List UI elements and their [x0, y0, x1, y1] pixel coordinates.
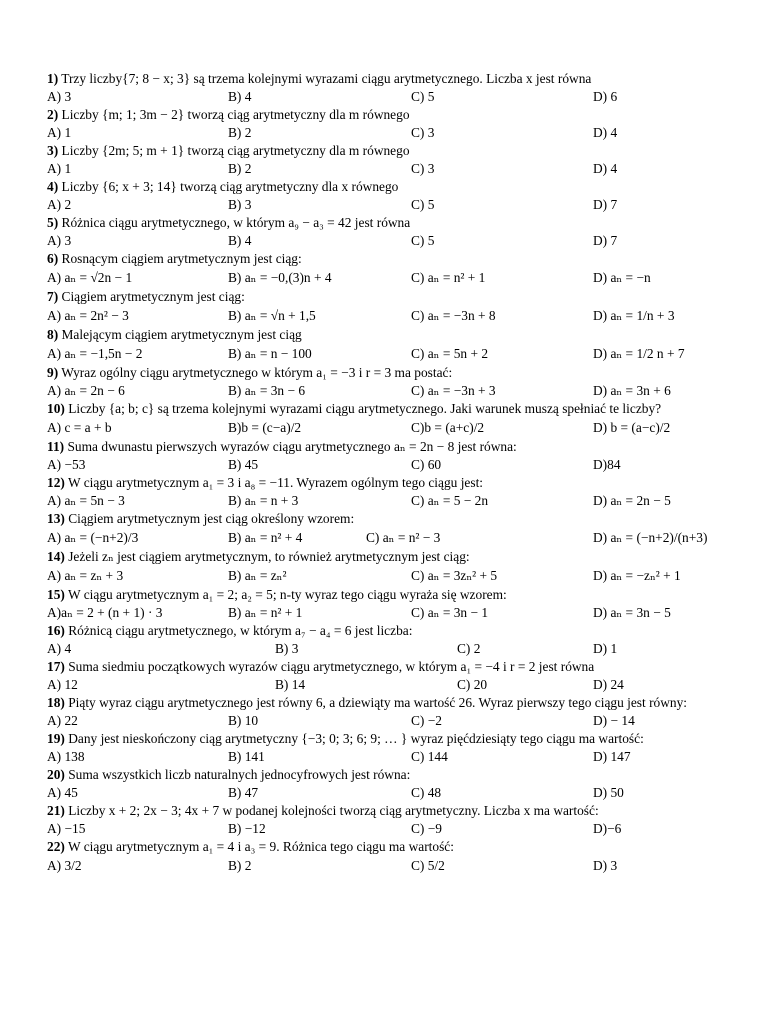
- question-number: 16): [47, 623, 65, 638]
- question-text: W ciągu arytmetycznym a₁ = 4 i a₃ = 9. Różnica tego ciągu ma wartość:: [67, 839, 454, 854]
- answer-option-b: B) aₙ = 3n − 6: [228, 383, 306, 398]
- question-number: 9): [47, 365, 59, 380]
- question-text: Liczby {6; x + 3; 14} tworzą ciąg arytmetyczny dla x równego: [61, 179, 399, 194]
- question-stem: [47, 400, 727, 418]
- answer-option-a: A) 12: [47, 677, 78, 692]
- answer-option-d: D) aₙ = 1/n + 3: [593, 308, 675, 323]
- answer-option-d: D) aₙ = (−n+2)/(n+3): [593, 530, 708, 545]
- question-stem: [47, 548, 727, 566]
- question-number: 1): [47, 71, 59, 86]
- answer-option-d: D) − 14: [593, 713, 635, 728]
- answer-option-a: A)aₙ = 2 + (n + 1) · 3: [47, 605, 163, 620]
- question-2: [47, 106, 727, 142]
- answer-option-a: A) 1: [47, 161, 72, 176]
- answer-option-a: A) aₙ = √2n − 1: [47, 270, 133, 285]
- question-text: Suma wszystkich liczb naturalnych jednocyfrowych jest równa:: [68, 767, 411, 782]
- question-3: [47, 142, 727, 178]
- answer-option-b: B)b = (c−a)/2: [228, 420, 302, 435]
- question-16: [47, 622, 727, 658]
- answer-option-b: B) 4: [228, 233, 252, 248]
- answer-option-b: B) aₙ = −0,(3)n + 4: [228, 270, 332, 285]
- question-text: Trzy liczby{7; 8 − x; 3} są trzema kolejnymi wyrazami ciągu arytmetycznego. Liczba x jest równa: [61, 71, 592, 86]
- question-number: 13): [47, 511, 65, 526]
- answer-option-c: C) aₙ = 5n + 2: [411, 346, 489, 361]
- question-number: 12): [47, 475, 65, 490]
- question-number: 7): [47, 289, 59, 304]
- question-number: 2): [47, 107, 59, 122]
- answer-option-d: D) aₙ = −n: [593, 270, 651, 285]
- question-10: [47, 400, 727, 438]
- answer-options: [47, 566, 727, 586]
- question-text: Dany jest nieskończony ciąg arytmetyczny {−3; 0; 3; 6; 9; … } wyraz pięćdziesiąty tego ciągu ma wartość:: [68, 731, 644, 746]
- answer-option-a: A) −53: [47, 457, 86, 472]
- answer-option-a: A) aₙ = 5n − 3: [47, 493, 125, 508]
- question-text: Rosnącym ciągiem arytmetycznym jest ciąg:: [61, 251, 302, 266]
- question-stem: [47, 70, 727, 88]
- answer-option-c: C) aₙ = −3n + 8: [411, 308, 496, 323]
- answer-options: [47, 382, 727, 400]
- question-number: 18): [47, 695, 65, 710]
- answer-option-b: B) 3: [228, 197, 252, 212]
- question-number: 20): [47, 767, 65, 782]
- answer-option-a: A) aₙ = −1,5n − 2: [47, 346, 143, 361]
- question-stem: [47, 288, 727, 306]
- answer-options: [47, 604, 727, 622]
- answer-option-d: D) 6: [593, 89, 618, 104]
- answer-option-d: D) 1: [593, 641, 618, 656]
- question-stem: [47, 214, 727, 232]
- answer-option-b: B) 10: [228, 713, 259, 728]
- answer-option-d: D) 50: [593, 785, 624, 800]
- answer-option-c: C) 5: [411, 197, 435, 212]
- answer-option-d: D) 4: [593, 161, 618, 176]
- question-stem: [47, 178, 727, 196]
- answer-options: [47, 418, 727, 438]
- question-14: [47, 548, 727, 586]
- question-number: 19): [47, 731, 65, 746]
- question-text: Liczby {m; 1; 3m − 2} tworzą ciąg arytmetyczny dla m równego: [61, 107, 410, 122]
- answer-option-d: D) b = (a−c)/2: [593, 420, 671, 435]
- question-text: Liczby {2m; 5; m + 1} tworzą ciąg arytmetyczny dla m równego: [61, 143, 410, 158]
- answer-option-d: D)−6: [593, 821, 622, 836]
- question-text: Jeżeli zₙ jest ciągiem arytmetycznym, to również arytmetycznym jest ciąg:: [68, 549, 470, 564]
- answer-option-d: D) 147: [593, 749, 631, 764]
- question-stem: [47, 730, 727, 748]
- question-text: Suma siedmiu początkowych wyrazów ciągu arytmetycznego, w którym a₁ = −4 i r = 2 jest równa: [68, 659, 595, 674]
- question-text: W ciągu arytmetycznym a₁ = 3 i a₈ = −11. Wyrazem ogólnym tego ciągu jest:: [67, 475, 484, 490]
- question-text: Wyraz ogólny ciągu arytmetycznego w którym a₁ = −3 i r = 3 ma postać:: [61, 365, 453, 380]
- question-stem: [47, 106, 727, 124]
- question-20: [47, 766, 727, 802]
- answer-option-d: D) 7: [593, 233, 618, 248]
- question-number: 11): [47, 439, 65, 454]
- answer-options: [47, 748, 727, 766]
- answer-option-d: D) aₙ = 3n − 5: [593, 605, 671, 620]
- answer-option-a: A) 3: [47, 233, 72, 248]
- question-21: [47, 802, 727, 838]
- question-17: [47, 658, 727, 694]
- question-text: Suma dwunastu pierwszych wyrazów ciągu arytmetycznego aₙ = 2n − 8 jest równa:: [67, 439, 517, 454]
- answer-option-d: D) aₙ = 2n − 5: [593, 493, 671, 508]
- answer-option-d: D) aₙ = 3n + 6: [593, 383, 671, 398]
- question-stem: [47, 586, 727, 604]
- question-12: [47, 474, 727, 510]
- answer-options: [47, 268, 727, 288]
- answer-option-b: B) aₙ = zₙ²: [228, 568, 287, 583]
- answer-option-a: A) 2: [47, 197, 72, 212]
- answer-option-c: C) 3: [411, 125, 435, 140]
- answer-option-c: C) 5: [411, 233, 435, 248]
- question-number: 4): [47, 179, 59, 194]
- answer-option-a: A) 22: [47, 713, 78, 728]
- question-text: Piąty wyraz ciągu arytmetycznego jest równy 6, a dziewiąty ma wartość 26. Wyraz pierwszy tego ciągu jest równy:: [68, 695, 688, 710]
- question-stem: [47, 766, 727, 784]
- question-stem: [47, 326, 727, 344]
- question-stem: [47, 510, 727, 528]
- answer-option-b: B) aₙ = √n + 1,5: [228, 308, 316, 323]
- answer-option-c: C) aₙ = 3zₙ² + 5: [411, 568, 498, 583]
- question-text: Różnica ciągu arytmetycznego, w którym a₉ − a₃ = 42 jest równa: [61, 215, 411, 230]
- answer-options: [47, 640, 727, 658]
- answer-option-c: C) 3: [411, 161, 435, 176]
- answer-option-b: B) aₙ = n² + 4: [228, 530, 303, 545]
- answer-option-c: C) −2: [411, 713, 442, 728]
- answer-option-b: B) aₙ = n + 3: [228, 493, 299, 508]
- question-stem: [47, 438, 727, 456]
- answer-option-c: C) 2: [457, 641, 481, 656]
- answer-option-c: C) 5: [411, 89, 435, 104]
- answer-option-a: A) 138: [47, 749, 85, 764]
- answer-options: [47, 124, 727, 142]
- answer-option-b: B) aₙ = n² + 1: [228, 605, 303, 620]
- answer-option-a: A) 1: [47, 125, 72, 140]
- answer-option-b: B) 2: [228, 161, 252, 176]
- answer-option-b: B) 141: [228, 749, 265, 764]
- question-number: 3): [47, 143, 59, 158]
- answer-option-b: B) 3: [275, 641, 299, 656]
- question-text: Liczby {a; b; c} są trzema kolejnymi wyrazami ciągu arytmetycznego. Jaki warunek muszą spełniać te liczby?: [68, 401, 662, 416]
- answer-option-d: D) 24: [593, 677, 624, 692]
- question-7: [47, 288, 727, 326]
- question-stem: [47, 250, 727, 268]
- answer-options: [47, 820, 727, 838]
- answer-option-a: A) −15: [47, 821, 86, 836]
- question-text: Liczby x + 2; 2x − 3; 4x + 7 w podanej kolejności tworzą ciąg arytmetyczny. Liczba x ma wartość:: [68, 803, 599, 818]
- answer-option-a: A) aₙ = 2n − 6: [47, 383, 125, 398]
- answer-option-c: C) 60: [411, 457, 442, 472]
- question-stem: [47, 364, 727, 382]
- answer-option-c: C) aₙ = 3n − 1: [411, 605, 489, 620]
- question-stem: [47, 802, 727, 820]
- answer-option-c: C) aₙ = −3n + 3: [411, 383, 496, 398]
- question-18: [47, 694, 727, 730]
- question-text: Malejącym ciągiem arytmetycznym jest ciąg: [61, 327, 302, 342]
- question-number: 8): [47, 327, 59, 342]
- answer-option-d: D) aₙ = −zₙ² + 1: [593, 568, 681, 583]
- answer-option-b: B) 4: [228, 89, 252, 104]
- question-number: 22): [47, 839, 65, 854]
- question-8: [47, 326, 727, 364]
- answer-options: [47, 456, 727, 474]
- answer-options: [47, 784, 727, 802]
- question-4: [47, 178, 727, 214]
- answer-option-b: B) −12: [228, 821, 266, 836]
- question-text: W ciągu arytmetycznym a₁ = 2; a₂ = 5; n-ty wyraz tego ciągu wyraża się wzorem:: [67, 587, 507, 602]
- answer-options: [47, 88, 727, 106]
- answer-option-b: B) aₙ = n − 100: [228, 346, 312, 361]
- answer-option-a: A) aₙ = zₙ + 3: [47, 568, 124, 583]
- answer-option-c: C) aₙ = n² + 1: [411, 270, 486, 285]
- answer-option-d: D) aₙ = 1/2 n + 7: [593, 346, 685, 361]
- question-stem: [47, 142, 727, 160]
- answer-option-c: C) 20: [457, 677, 488, 692]
- answer-option-a: A) 45: [47, 785, 78, 800]
- answer-options: [47, 676, 727, 694]
- answer-option-a: A) aₙ = (−n+2)/3: [47, 530, 139, 545]
- answer-option-d: D) 4: [593, 125, 618, 140]
- question-number: 10): [47, 401, 65, 416]
- answer-options: [47, 856, 727, 876]
- answer-options: [47, 528, 727, 548]
- answer-option-c: C)b = (a+c)/2: [411, 420, 485, 435]
- answer-option-b: B) 2: [228, 858, 252, 873]
- question-text: Ciągiem arytmetycznym jest ciąg:: [61, 289, 245, 304]
- answer-option-c: C) 48: [411, 785, 442, 800]
- question-number: 17): [47, 659, 65, 674]
- answer-option-d: D) 3: [593, 858, 618, 873]
- question-stem: [47, 694, 727, 712]
- answer-option-a: A) 3: [47, 89, 72, 104]
- answer-options: [47, 712, 727, 730]
- question-stem: [47, 474, 727, 492]
- question-22: [47, 838, 727, 876]
- answer-options: [47, 492, 727, 510]
- question-11: [47, 438, 727, 474]
- answer-option-b: B) 2: [228, 125, 252, 140]
- answer-option-a: A) aₙ = 2n² − 3: [47, 308, 129, 323]
- answer-option-c: C) aₙ = n² − 3: [366, 530, 441, 545]
- question-list: [47, 70, 727, 876]
- answer-option-b: B) 45: [228, 457, 259, 472]
- answer-option-c: C) 144: [411, 749, 448, 764]
- answer-options: [47, 232, 727, 250]
- question-5: [47, 214, 727, 250]
- answer-option-c: C) aₙ = 5 − 2n: [411, 493, 489, 508]
- question-number: 15): [47, 587, 65, 602]
- question-number: 14): [47, 549, 65, 564]
- question-number: 6): [47, 251, 59, 266]
- answer-options: [47, 344, 727, 364]
- answer-option-a: A) c = a + b: [47, 420, 112, 435]
- question-text: Różnicą ciągu arytmetycznego, w którym a₇ − a₄ = 6 jest liczba:: [68, 623, 413, 638]
- answer-options: [47, 196, 727, 214]
- answer-option-b: B) 47: [228, 785, 259, 800]
- answer-option-d: D)84: [593, 457, 621, 472]
- answer-options: [47, 160, 727, 178]
- answer-option-c: C) −9: [411, 821, 442, 836]
- answer-options: [47, 306, 727, 326]
- question-6: [47, 250, 727, 288]
- question-number: 5): [47, 215, 59, 230]
- answer-option-b: B) 14: [275, 677, 306, 692]
- question-1: [47, 70, 727, 106]
- question-15: [47, 586, 727, 622]
- answer-option-a: A) 3/2: [47, 858, 82, 873]
- question-text: Ciągiem arytmetycznym jest ciąg określony wzorem:: [68, 511, 355, 526]
- question-stem: [47, 622, 727, 640]
- question-number: 21): [47, 803, 65, 818]
- question-13: [47, 510, 727, 548]
- question-stem: [47, 838, 727, 856]
- question-9: [47, 364, 727, 400]
- answer-option-c: C) 5/2: [411, 858, 445, 873]
- question-19: [47, 730, 727, 766]
- answer-option-a: A) 4: [47, 641, 72, 656]
- question-stem: [47, 658, 727, 676]
- answer-option-d: D) 7: [593, 197, 618, 212]
